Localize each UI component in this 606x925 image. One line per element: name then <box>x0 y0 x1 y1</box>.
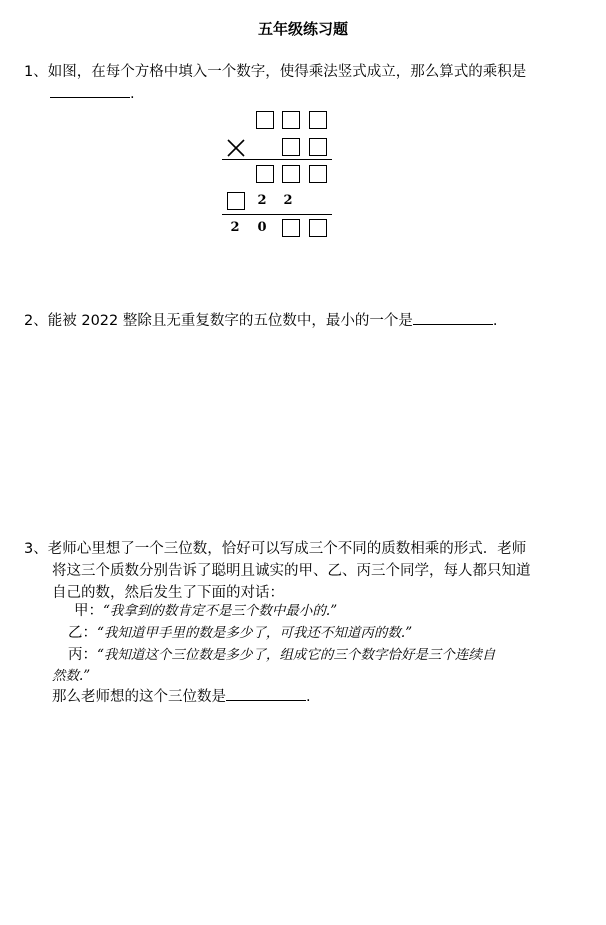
quote-jia-text: “我拿到的数肯定不是三个数中最小的.” <box>103 603 338 619</box>
q3-end: . <box>306 689 311 705</box>
quote-yi-speaker: 乙： <box>68 625 97 641</box>
product-rule <box>222 159 332 160</box>
quote-jia <box>74 601 337 622</box>
digit-box[interactable] <box>309 165 327 183</box>
digit-box[interactable] <box>309 219 327 237</box>
quote-yi-text: “我知道甲手里的数是多少了，可我还不知道丙的数.” <box>97 625 413 641</box>
given-digit: 2 <box>230 220 240 235</box>
digit-box[interactable] <box>227 192 245 210</box>
q1-line1: 如图，在每个方格中填入一个数字，使得乘法竖式成立，那么算式的乘积是 <box>47 64 527 80</box>
digit-box[interactable] <box>282 138 300 156</box>
q3-number: 3、 <box>24 541 48 557</box>
q1-end: . <box>130 86 135 102</box>
digit-box[interactable] <box>256 165 274 183</box>
given-digit: 2 <box>257 193 267 208</box>
digit-box[interactable] <box>309 138 327 156</box>
q3-final <box>52 686 311 708</box>
quote-jia-speaker: 甲： <box>74 603 103 619</box>
q2-text <box>24 310 497 332</box>
digit-box[interactable] <box>256 111 274 129</box>
q3-line1-text: 老师心里想了一个三位数，恰好可以写成三个不同的质数相乘的形式．老师 <box>47 541 527 557</box>
q2-answer-blank[interactable] <box>413 310 493 325</box>
quote-bing-speaker: 丙： <box>68 647 97 663</box>
q2-body: 能被 2022 整除且无重复数字的五位数中，最小的一个是 <box>47 313 413 329</box>
q1-text <box>24 61 526 83</box>
page-title: 五年级练习题 <box>257 20 348 38</box>
times-icon <box>225 137 247 159</box>
digit-box[interactable] <box>282 165 300 183</box>
quote-bing-cont: 然数.” <box>52 668 91 684</box>
q1-answer-line <box>50 83 135 105</box>
q3-line2: 将这三个质数分别告诉了聪明且诚实的甲、乙、丙三个同学，每人都只知道 <box>52 563 531 579</box>
digit-box[interactable] <box>309 111 327 129</box>
q2-number: 2、 <box>24 313 48 329</box>
q3-line3: 自己的数，然后发生了下面的对话： <box>52 585 284 601</box>
q1-answer-blank[interactable] <box>50 83 130 98</box>
given-digit: 0 <box>257 220 267 235</box>
q3-final-text: 那么老师想的这个三位数是 <box>52 689 226 705</box>
q3-line1 <box>24 538 526 560</box>
sum-rule <box>222 214 332 215</box>
quote-bing <box>68 645 495 666</box>
quote-yi <box>68 623 412 644</box>
digit-box[interactable] <box>282 111 300 129</box>
q1-number: 1、 <box>24 64 48 80</box>
q2-end: . <box>492 313 498 329</box>
given-digit: 2 <box>283 193 293 208</box>
quote-bing-text: “我知道这个三位数是多少了，组成它的三个数字恰好是三个连续自 <box>97 647 496 663</box>
q3-answer-blank[interactable] <box>226 686 306 701</box>
digit-box[interactable] <box>282 219 300 237</box>
